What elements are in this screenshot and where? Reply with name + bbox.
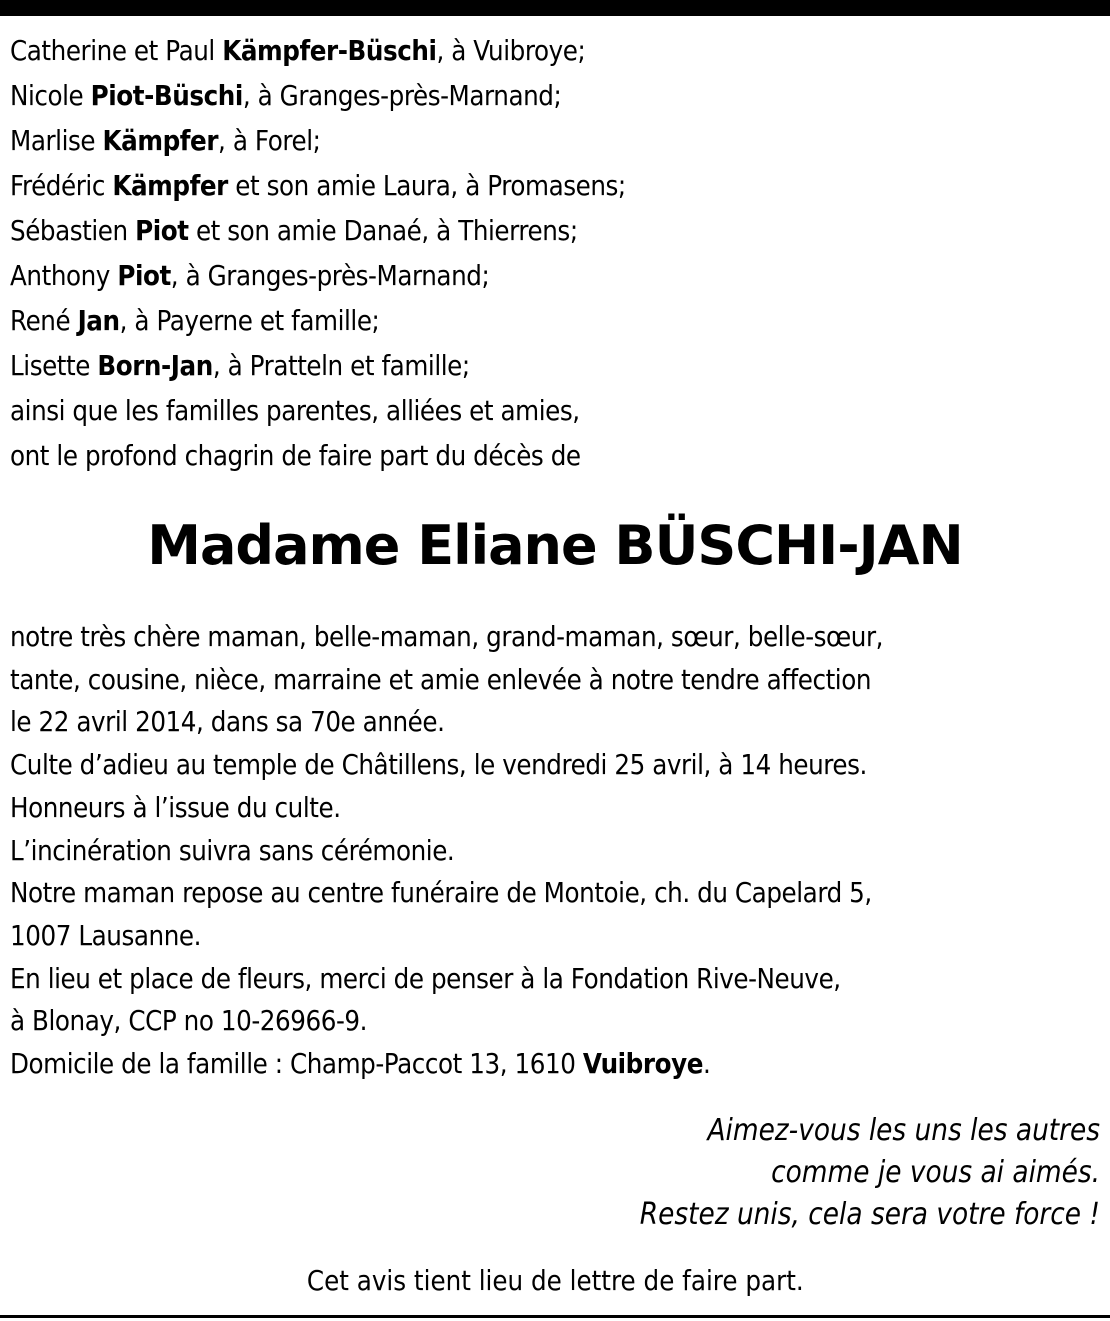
family-name-given: Marlise [10,124,103,157]
footer-note-container [0,1258,1110,1303]
family-line [10,433,974,478]
family-name-surname: Kämpfer [102,124,219,157]
body-text: Domicile de la famille : Champ-Paccot 13, 1610 [10,1047,583,1081]
body-text: le 22 avril 2014, dans sa 70e année. [10,705,445,739]
family-name-surname: Piot-Büschi [90,79,243,112]
quote-line: Restez unis, cela sera votre force ! [639,1197,1100,1232]
quote-line: comme je vous ai aimés. [771,1155,1100,1190]
family-name-given: Lisette [10,349,98,382]
body-line [10,830,974,873]
family-name-surname: Piot [117,259,171,292]
family-location: , à Payerne et famille; [119,304,380,337]
family-line [10,163,974,208]
body-text: En lieu et place de fleurs, merci de penser à la Fondation Rive-Neuve, [10,961,841,995]
body-text: Honneurs à l’issue du culte. [10,790,341,824]
family-name-given: Sébastien [10,214,136,247]
body-line [10,1000,974,1043]
closing-quote [640,1110,1100,1236]
family-location: , à Granges-près-Marnand; [170,259,490,292]
family-line [10,28,974,73]
family-line [10,73,974,118]
body-line [10,958,974,1001]
family-location: , à Pratteln et famille; [212,349,470,382]
quote-line: Aimez-vous les uns les autres [707,1113,1100,1148]
body-line [10,701,974,744]
body-line [10,1043,974,1086]
footer-note: Cet avis tient lieu de lettre de faire part. [306,1264,804,1297]
body-text: 1007 Lausanne. [10,918,201,952]
top-border-rule [0,0,1110,16]
family-line [10,388,974,433]
relatives-line: ainsi que les familles parentes, alliées et amies, [10,394,580,427]
family-name-given: René [10,304,78,337]
body-text: L’incinération suivra sans cérémonie. [10,833,455,867]
family-list [10,28,974,478]
family-line [10,343,974,388]
family-name-surname: Kämpfer-Büschi [222,34,437,67]
body-text: Culte d’adieu au temple de Châtillens, le vendredi 25 avril, à 14 heures. [10,748,867,782]
body-after: . [702,1047,711,1081]
family-name-surname: Piot [135,214,189,247]
body-line [10,744,974,787]
family-name-given: Nicole [10,79,91,112]
family-location: et son amie Danaé, à Thierrens; [188,214,578,247]
family-location: , à Forel; [218,124,321,157]
family-name-surname: Born-Jan [97,349,213,382]
obituary-body [10,616,974,1086]
family-name-surname: Jan [77,304,120,337]
family-name-surname: Kämpfer [112,169,228,202]
deceased-name-heading: Madame Eliane BÜSCHI-JAN [147,514,963,577]
body-text: Notre maman repose au centre funéraire de Montoie, ch. du Capelard 5, [10,876,872,910]
family-line [10,208,974,253]
body-text: notre très chère maman, belle-maman, grand-maman, sœur, belle-sœur, [10,620,884,653]
announcement-line: ont le profond chagrin de faire part du décès de [10,439,581,472]
family-line [10,118,974,163]
family-location: et son amie Laura, à Promasens; [227,169,626,202]
body-line [10,787,974,830]
body-line [10,872,974,915]
family-name-given: Catherine et Paul [10,34,223,67]
bottom-border-rule [0,1315,1110,1318]
body-line [10,915,974,958]
family-name-given: Frédéric [10,169,113,202]
body-text: à Blonay, CCP no 10-26966-9. [10,1004,368,1038]
family-line [10,253,974,298]
body-text: tante, cousine, nièce, marraine et amie enlevée à notre tendre affection [10,662,872,696]
family-location: , à Vuibroye; [436,34,586,67]
body-line [10,659,974,702]
body-bold: Vuibroye [582,1047,703,1081]
family-location: , à Granges-près-Marnand; [242,79,562,112]
family-name-given: Anthony [10,259,118,292]
body-line [10,616,974,659]
family-line [10,298,974,343]
